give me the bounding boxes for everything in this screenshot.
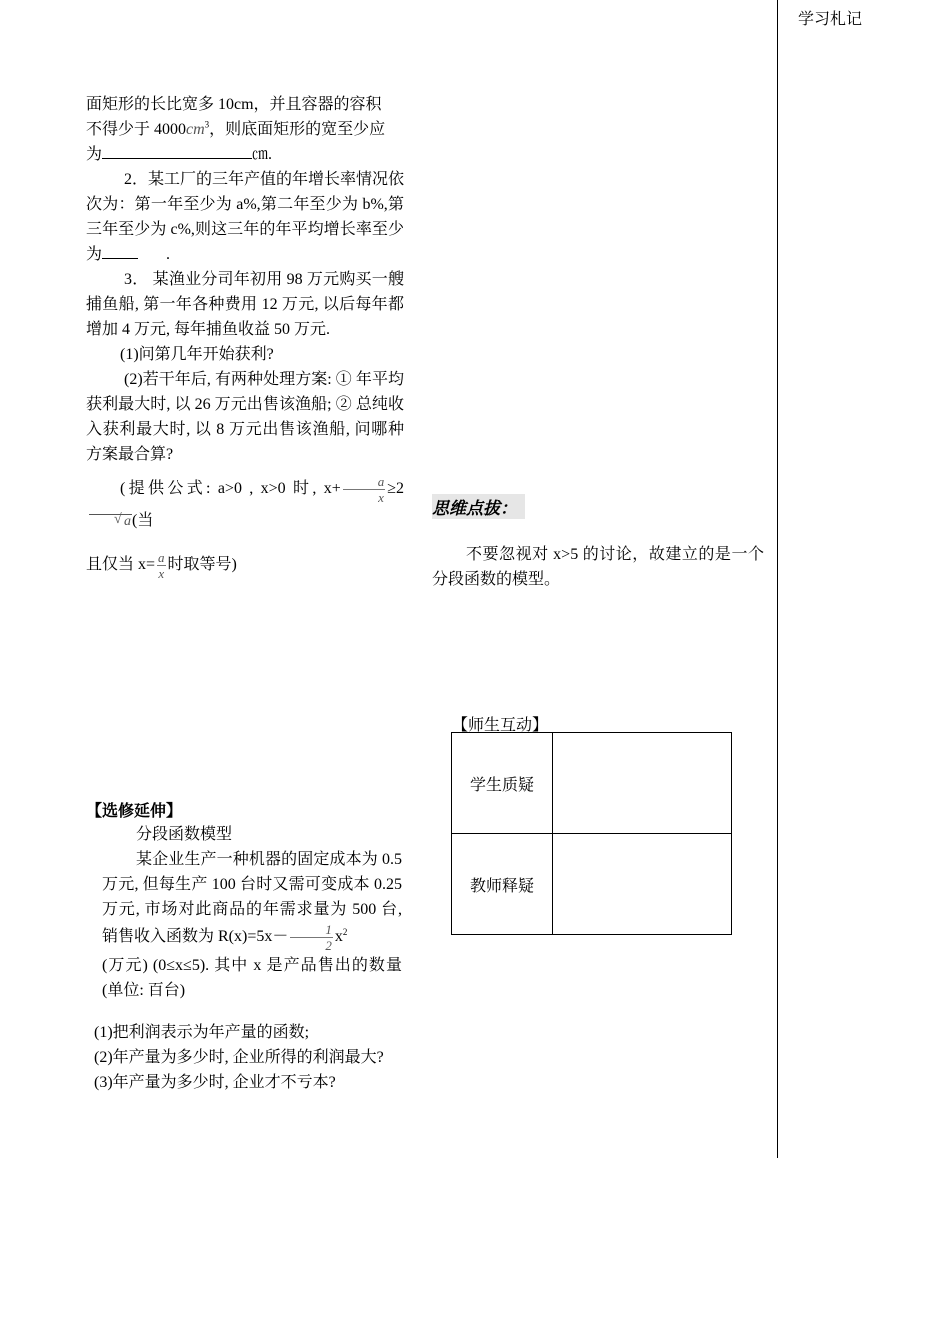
teacher-answer-label: 教师释疑 bbox=[452, 834, 553, 935]
elective-paragraph bbox=[102, 847, 402, 1003]
formula-hint bbox=[86, 473, 404, 537]
unit-cm: cm bbox=[186, 121, 205, 138]
question-1 bbox=[86, 92, 404, 167]
interaction-heading: 【师生互动】 bbox=[452, 717, 549, 734]
question-3-part2: (2)若干年后, 有两种处理方案: ① 年平均获利最大时, 以 26 万元出售该渔船; ② 总纯收入获利最大时, 以 8 万元出售该渔船, 问哪种方案最合算? bbox=[86, 371, 404, 463]
formula-post: (当 bbox=[132, 512, 154, 529]
teacher-answer-cell[interactable] bbox=[553, 834, 732, 935]
q1-line1: 面矩形的长比宽多 10cm，并且容器的容积 bbox=[86, 96, 382, 113]
student-question-cell[interactable] bbox=[553, 733, 732, 834]
unit-exp: 3 bbox=[204, 119, 210, 130]
question-3-part1: (1)问第几年开始获利? bbox=[120, 346, 274, 363]
half-numerator: 1 bbox=[290, 922, 333, 938]
fraction-denominator: x bbox=[158, 565, 165, 581]
x-variable: x bbox=[334, 928, 343, 946]
fraction-one-half bbox=[290, 922, 333, 953]
q1-line2-post: ，则底面矩形的宽至少应 bbox=[209, 121, 386, 138]
fraction-denominator: x bbox=[378, 489, 384, 505]
fraction-numerator: a bbox=[158, 549, 165, 565]
question-2 bbox=[86, 167, 404, 267]
elective-question-2: (2)年产量为多少时, 企业所得的利润最大? bbox=[94, 1049, 384, 1066]
x-exponent: 2 bbox=[342, 926, 348, 937]
exercise-column bbox=[86, 92, 404, 581]
q2-text: 2．某工厂的三年产值的年增长率情况依次为：第一年至少为 a%,第二年至少为 b%,第三年至少为 c%,则这三年的年平均增长率至少为 bbox=[86, 171, 405, 263]
elective-questions bbox=[94, 1020, 424, 1095]
elective-subtitle: 分段函数模型 bbox=[136, 826, 233, 843]
formula2-pre: 且仅当 x= bbox=[86, 556, 156, 573]
answer-blank-width[interactable] bbox=[102, 143, 252, 159]
table-row bbox=[452, 834, 732, 935]
q1-line3-pre: 为 bbox=[86, 146, 103, 163]
elective-para-post: (万元) (0≤x≤5). 其中 x 是产品售出的数量(单位: 百台) bbox=[102, 957, 402, 999]
q2-end: . bbox=[166, 246, 171, 263]
sqrt-a: √ a bbox=[89, 514, 132, 529]
formula-mid: ≥2 bbox=[387, 480, 404, 497]
hint-text: 不要忽视对 x>5 的讨论，故建立的是一个分段函数的模型。 bbox=[432, 546, 764, 588]
formula-condition bbox=[86, 549, 404, 581]
fraction-numerator: a bbox=[343, 474, 386, 490]
q1-line3-post: ㎝. bbox=[252, 146, 273, 163]
elective-question-3: (3)年产量为多少时, 企业才不亏本? bbox=[94, 1074, 336, 1091]
half-denominator: 2 bbox=[325, 938, 332, 953]
student-question-label: 学生质疑 bbox=[452, 733, 553, 834]
interaction-table bbox=[451, 732, 732, 935]
fraction-a-over-x bbox=[343, 474, 386, 505]
margin-divider bbox=[777, 0, 778, 1158]
formula2-post: 时取等号) bbox=[167, 556, 237, 573]
formula-pre: (提供公式: a>0 , x>0 时, x+ bbox=[120, 480, 341, 497]
question-3: 3． 某渔业分司年初用 98 万元购买一艘捕鱼船, 第一年各种费用 12 万元, 以后每年都增加 4 万元, 每年捕鱼收益 50 万元. bbox=[86, 271, 404, 338]
elective-question-1: (1)把利润表示为年产量的函数; bbox=[94, 1024, 310, 1041]
elective-para-pre: 某企业生产一种机器的固定成本为 0.5 万元, 但每生产 100 台时又需可变成本 0.25 万元, 市场对此商品的年需求量为 500 台, 销售收入函数为 R(x)=5x－ bbox=[102, 851, 402, 946]
elective-body bbox=[102, 822, 402, 1003]
hint-heading: 思维点拔： bbox=[432, 494, 525, 519]
elective-heading: 【选修延伸】 bbox=[86, 803, 183, 820]
fraction-a-over-x-2 bbox=[157, 550, 166, 581]
table-row bbox=[452, 733, 732, 834]
q1-line2-pre: 不得少于 4000 bbox=[86, 121, 187, 138]
notes-column-title: 学习札记 bbox=[798, 11, 863, 28]
answer-blank-growth[interactable] bbox=[102, 243, 138, 259]
